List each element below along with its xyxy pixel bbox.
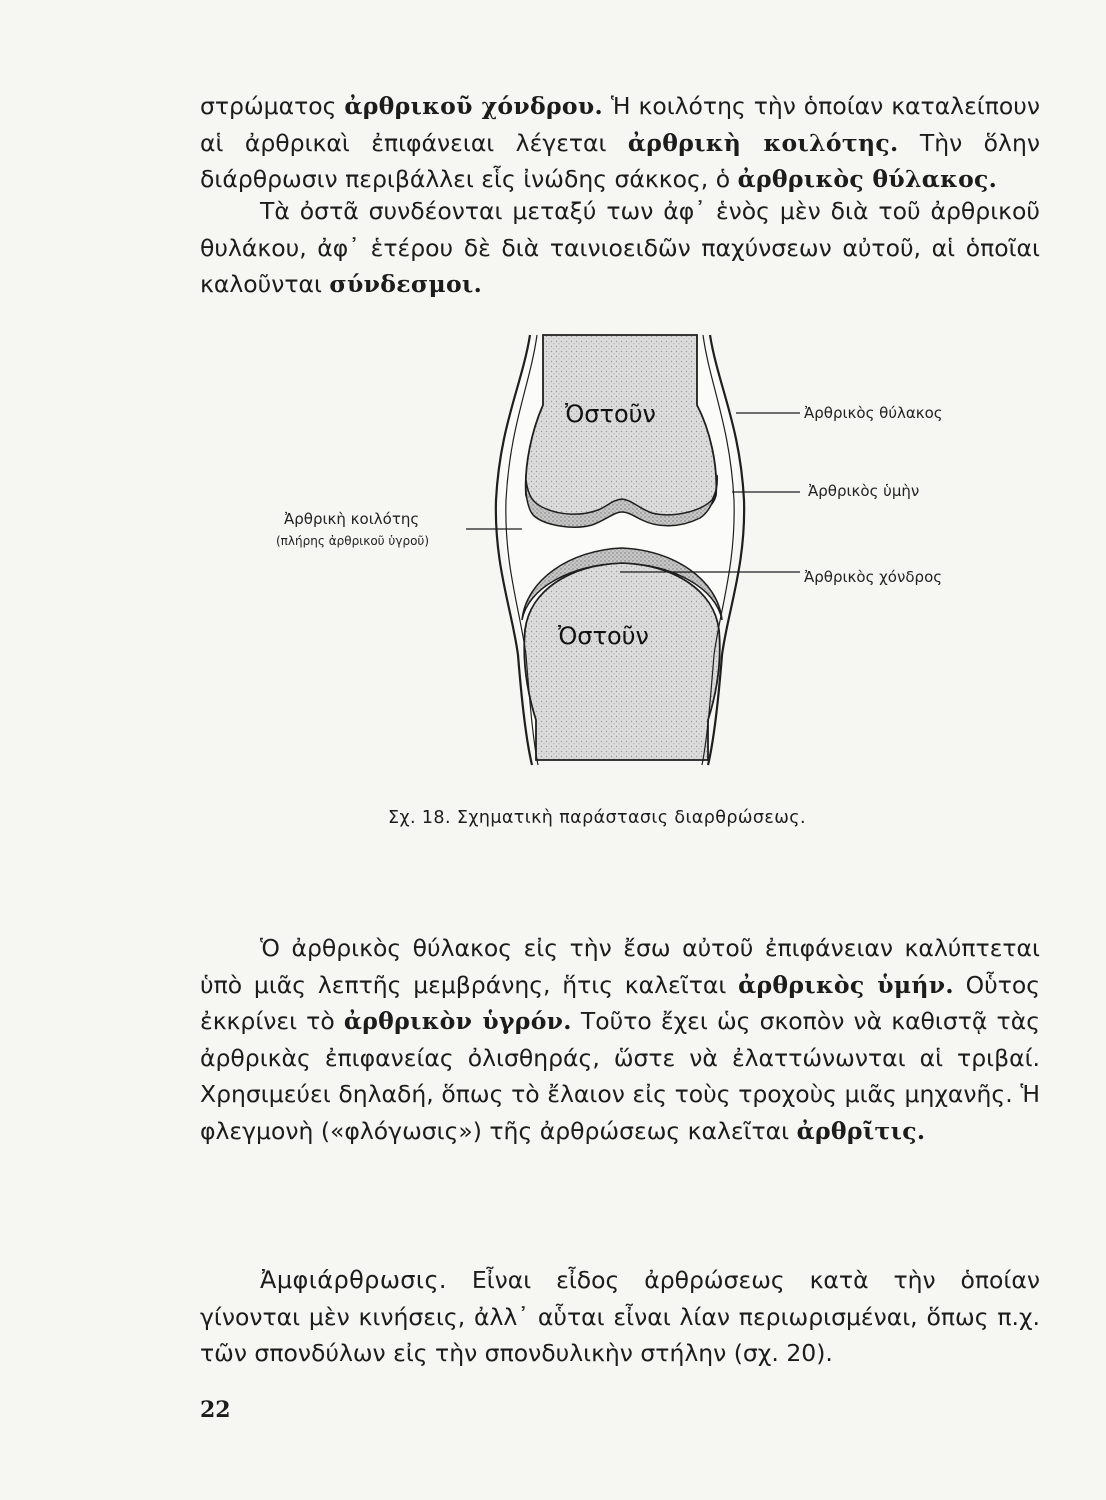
text-run: Οὗτος ἐκκρίνει τὸ (200, 970, 1041, 1035)
text-run: Τοῦτο ἔχει ὡς σκοπὸν νὰ καθιστᾷ τὰς ἀρθρικὰς ἐπιφανείας ὀλισθηράς, ὥστε νὰ ἐλαττώνωνται αἱ τριβαί. Χρησιμεύει δηλαδή, ὅπως τὸ ἔλαιον εἰς τοὺς τροχοὺς μιᾶς μηχανῆς. Ἡ φλεγμονὴ («φλόγωσις») τῆς ἀρθρώσεως καλεῖται (200, 1007, 1040, 1145)
paragraph-ligaments (200, 193, 1040, 303)
text-run: Εἶναι εἶδος ἀρθρώσεως κατὰ τὴν ὁποίαν γίνονται μὲν κινήσεις, ἀλλ᾽ αὗται εἶναι λίαν περιωρισμέναι, ὅπως π.χ. τῶν σπονδύλων εἰς τὴν σπονδυλικὴν στήλην (σχ. 20). (200, 1266, 1040, 1367)
text-run: Ὁ ἀρθρικὸς θύλακος εἰς τὴν ἔσω αὐτοῦ ἐπιφάνειαν καλύπτεται ὑπὸ μιᾶς λεπτῆς μεμβράνης, ἥτις καλεῖται (200, 934, 1040, 999)
paragraph-synovial-membrane (200, 930, 1040, 1149)
label-articular-cartilage: Ἀρθρικὸς χόνδρος (804, 568, 943, 586)
term-amphiarthrosis: Ἀμφιάρθρωσις. (260, 1266, 447, 1294)
lower-bone-shape (524, 563, 720, 760)
term-articular-cavity: ἀρθρικὴ κοιλότης. (627, 128, 899, 157)
term-synovial-fluid: ἀρθρικὸν ὑγρόν. (343, 1007, 572, 1035)
label-articular-capsule: Ἀρθρικὸς θύλακος (804, 404, 943, 422)
term-articular-cartilage: ἀρθρικοῦ χόνδρου. (344, 92, 603, 120)
lower-bone-label: Ὀστοῦν (558, 622, 649, 650)
label-articular-cavity: Ἀρθρικὴ κοιλότης (284, 510, 420, 528)
term-ligaments: σύνδεσμοι. (329, 270, 483, 298)
label-synovial-membrane: Ἀρθρικὸς ὑμὴν (808, 482, 920, 500)
label-articular-cavity-note: (πλήρης ἀρθρικοῦ ὑγροῦ) (276, 534, 430, 548)
page-number: 22 (200, 1397, 231, 1423)
term-synovial-membrane: ἀρθρικὸς ὑμήν. (738, 970, 954, 999)
paragraph-amphiarthrosis (200, 1262, 1040, 1372)
text-run: Ἡ κοιλότης τὴν ὁποίαν καταλείπουν αἱ ἀρθρικαὶ ἐπιφάνειαι λέγεται (200, 92, 1040, 157)
paragraph-articular-cartilage (200, 88, 1040, 198)
upper-bone-label: Ὀστοῦν (565, 400, 656, 428)
text-run: Τὰ ὀστᾶ συνδέονται μεταξύ των ἀφ᾽ ἑνὸς μὲν διὰ τοῦ ἀρθρικοῦ θυλάκου, ἀφ᾽ ἑτέρου δὲ διὰ ταινιοειδῶν παχύνσεων αὐτοῦ, αἱ ὁποῖαι καλοῦνται (200, 197, 1040, 298)
text-run: Τὴν ὅλην διάρθρωσιν περιβάλλει εἷς ἰνώδης σάκκος, ὁ (200, 128, 1040, 193)
figure-caption: Σχ. 18. Σχηματικὴ παράστασις διαρθρώσεως. (388, 808, 806, 828)
joint-diagram (260, 320, 1000, 780)
term-articular-capsule: ἀρθρικὸς θύλακος. (737, 165, 998, 193)
term-arthritis: ἀρθρῖτις. (796, 1116, 926, 1145)
joint-diagram-drawing (260, 320, 1000, 780)
text-run: στρώματος (200, 92, 345, 120)
